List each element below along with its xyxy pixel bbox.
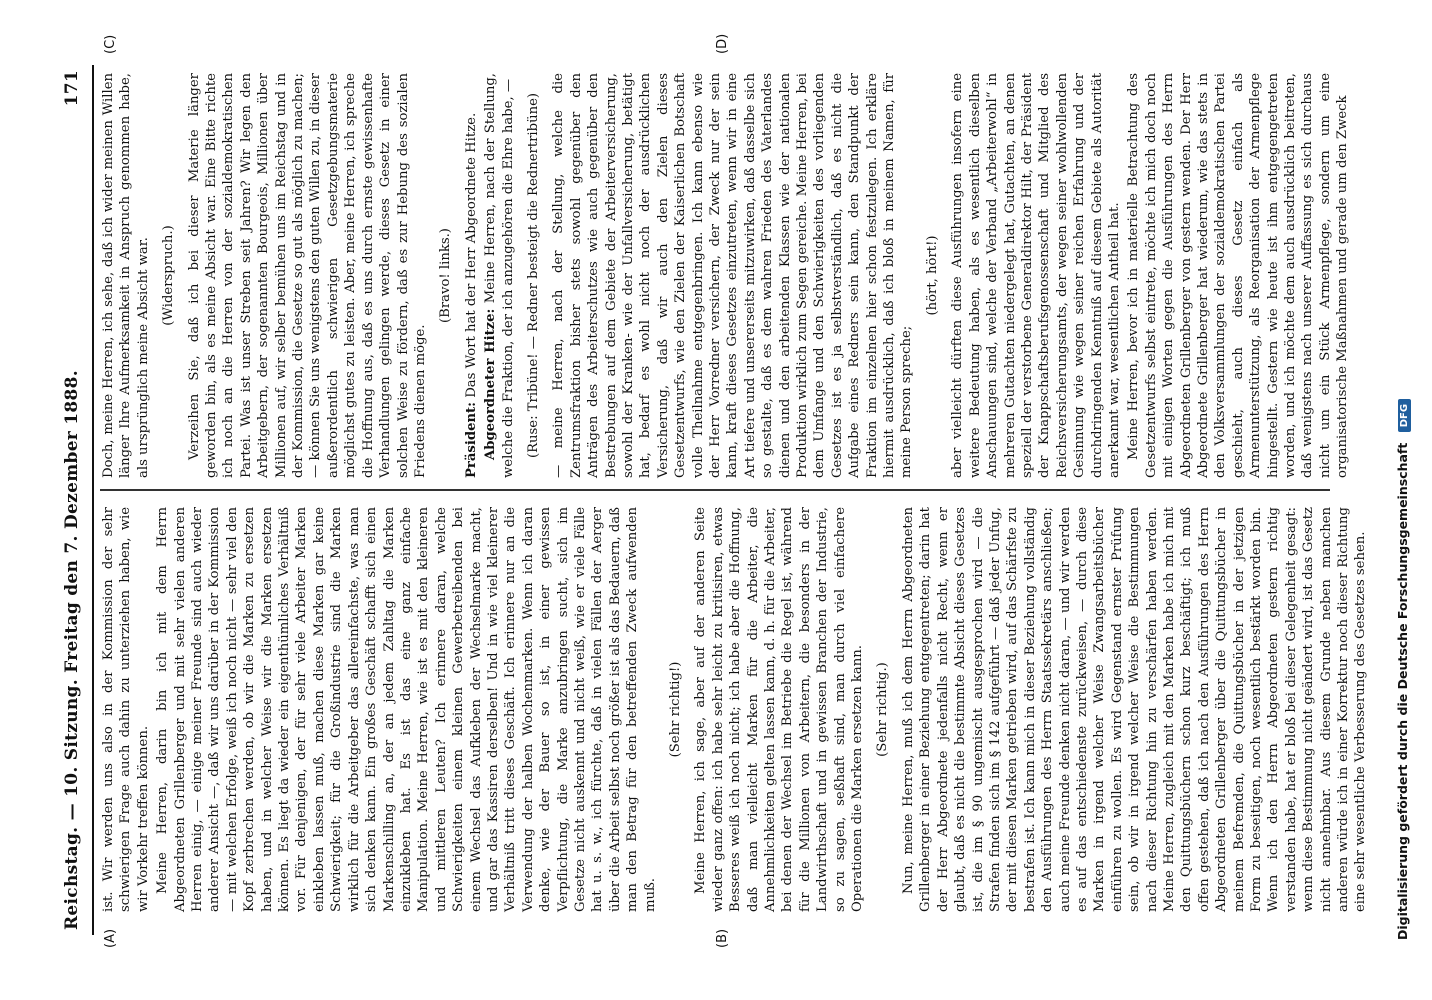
paragraph-text: (Sehr richtig!) (668, 661, 683, 758)
margin-marker-b: (B) (715, 928, 730, 948)
paragraph-text: (Bravo! links.) (438, 228, 454, 323)
paragraph (100, 507, 152, 912)
paragraph-text: Verzeihen Sie, daß ich bei dieser Materie länger geworden bin, als es meine Absicht war. Eine Bitte richte ich noch an die Herren von der sozialdemokratischen Partei. Was ist unser Streben seit Jahren? Wir legen den Arbeitgebern, der sogenannten Bourgeois, Millionen über Millionen auf, wir selber bemühen uns im Reichstag und in der Kommission, die Gesetze so gut als möglich zu machen; — können Sie uns wenigstens den guten Willen zu, in dieser außerordentlich schwierigen Gesetzgebungsmaterie möglichst gutes zu leisten. Aber, meine Herren, ich spreche die Hoffnung aus, daß es uns durch ernste gewissenhafte Verhandlungen gelingen werde, dieses Gesetz in einer solchen Weise zu fördern, daß es zur Hebung des sozialen Friedens dienen möge. (186, 73, 428, 478)
interjection (525, 73, 542, 478)
right-text-column (100, 73, 1351, 478)
paragraph (692, 507, 866, 912)
running-title: Reichstag. — 10. Sitzung. Freitag den 7. Dezember 1888. (62, 369, 82, 930)
paragraph-text: Meine Herren, bevor ich in materielle Betrachtung des Gesetzentwurfs selbst eintrete, möchte ich mich doch noch mit einigen Worten gegen die Ausführungen des Herrn Abgeordneten Grillenberger von gestern wenden. Der Herr Abgeordnete Grillenberger hat wiederum, wie das stets in den Volksversammlungen der sozialdemokratischen Partei geschieht, auch dieses Gesetz einfach als Armenunterstützung, als Reorganisation der Armenpflege hingestellt. Gestern wie heute ist ihm entgegengetreten worden, und ich möchte dem auch ausdrücklich beitreten, daß wenigstens nach unserer Auffassung es sich durchaus nicht um ein Stück Armenpflege, sondern um eine organisatorische Maßnahmen und gerade um den Zweck (1126, 73, 1351, 478)
speaker-name: Präsident: (463, 401, 479, 478)
paragraph (154, 507, 659, 912)
paragraph (186, 73, 430, 478)
left-text-column (100, 507, 1369, 912)
interjection (874, 507, 891, 912)
paragraph (100, 73, 152, 478)
paragraph-text: (hört, hört!) (924, 235, 940, 316)
digitization-credit (1395, 40, 1411, 940)
paragraph (550, 73, 916, 478)
paragraph (900, 507, 1370, 912)
interjection (667, 507, 684, 912)
paragraph (949, 73, 1123, 478)
paragraph-text: (Sehr richtig.) (875, 662, 891, 757)
header-rule (92, 65, 94, 935)
paragraph-text: (Ruse: Tribüne! — Redner besteigt die Rednertribüne) (525, 92, 541, 459)
paragraph (463, 73, 480, 478)
paragraph-text: ist. Wir werden uns also in der Kommission der sehr schwierigen Frage auch dahin zu unterziehen haben, wie wir Vorkehr treffen können. (101, 507, 151, 912)
speaker-name: Abgeordneter Hitze: (483, 308, 499, 460)
paragraph-text: Das Wort hat der Herr Abgeordnete Hitze. (463, 112, 479, 402)
column-divider (100, 490, 1330, 492)
margin-marker-d: (D) (715, 33, 730, 54)
paragraph-text: Nun, meine Herren, muß ich dem Herrn Abgeordneten Grillenberger in einer Beziehung entgegentreten; darin hat der Herr Abgeordnete jedenfalls nicht Recht, wenn er glaubt, daß es nicht die bestimmte Absicht dieses Gesetzes ist, die im § 90 ungemischt ausgesprochen wird — die Strafen finden sich im § 142 aufgeführt — daß jeder Unfug, der mit diesen Marken getrieben wird, auf das Schärfste zu bestrafen ist. Ich kann mich in dieser Beziehung vollständig den Ausführungen des Herrn Staatssekretärs anschließen; auch meine Freunde denken nicht daran, — und wir werden es auf das entschiedenste zurückweisen, — durch diese Marken in irgend welcher Weise Zwangsarbeitsbücher einführen zu wollen. Es wird Gegenstand ernster Prüfung sein, ob wir in irgend welcher Weise die Bestimmungen nach dieser Richtung hin zu verschärfen haben werden. Meine Herren, zugleich mit den Marken habe ich mich mit den Quittungsbüchern schon kurz beschäftigt; ich muß offen gestehen, daß ich nach den Ausführungen des Herrn Abgeordneten Grillenberger über die Quittungsbücher in meinem Befremden, die Quittungsbücher in der jetzigen Form zu beseitigen, noch wesentlich bestärkt worden bin. Wenn ich den Herrn Abgeordneten gestern richtig verstanden habe, hat er bloß bei dieser Gelegenheit gesagt: wenn diese Bestimmung nicht geändert wird, ist das Gesetz nicht annehmbar. Aus diesem Grunde neben manchen anderen würde ich in einer Korrektur noch dieser Richtung eine sehr wesentliche Verbesserung des Gesetzes sehen. (900, 507, 1369, 912)
paragraph-text: Doch, meine Herren, ich sehe, daß ich wider meinen Willen länger Ihre Aufmerksamkeit in Anspruch genommen habe, als ursprünglich meine Absicht war. (101, 73, 151, 478)
interjection (437, 73, 454, 478)
interjection (924, 73, 941, 478)
paragraph-text: aber vielleicht dürften diese Ausführungen insofern eine weitere Bedeutung haben, als es wesentlich dieselben Anschauungen sind, welche der Verband „Arbeiterwohl“ in mehreren Gutachten niedergelegt hat, Gutachten, an denen speziell der verstorbene Generaldirektor Hilt, der Präsident der Knappschaftsberufsgenossenschaft und Mitglied des Reichsversicherungsamts, der wegen seiner wohlwollenden Gesinnung wie wegen seiner reichen Erfahrung und der durchdringenden Kenntniß auf diesem Gebiete als Autorität anerkannt war, wesentlichen Antheil hat. (950, 73, 1122, 478)
paragraph-text: Meine Herren, ich sage, aber auf der anderen Seite wieder ganz offen: ich habe sehr leicht zu kritisiren, etwas Besseres weiß ich noch nicht; ich habe aber die Hoffnung, daß man vielleicht Marken für die Arbeiter, die Annehmlichkeiten gelten lassen kann, d. h. für die Arbeiter, bei denen der Wechsel im Betriebe die Regel ist, während für die Millionen von Arbeitern, die besonders in der Landwirthschaft und in gewissen Branchen der Industrie, so zu sagen, seßhaft sind, man durch viel einfachere Operationen die Marken ersetzen kann. (693, 507, 866, 912)
margin-marker-a: (A) (103, 928, 118, 948)
credit-text: Digitalisierung gefördert durch die Deutsche Forschungsgemeinschaft (1395, 442, 1410, 940)
dfg-logo: DFG (1398, 399, 1411, 432)
page-number: 171 (62, 70, 82, 107)
paragraph-text: (Widerspruch.) (161, 225, 177, 326)
paragraph-text: Meine Herren, nach der Stellung, welche die Fraktion, der ich anzugehören die Ehre habe, — (483, 73, 516, 478)
page-header (58, 70, 88, 930)
paragraph-text: Meine Herren, darin bin ich mit dem Herrn Abgeordneten Grillenberger und mit sehr vielen anderen Herren einig, — einige meiner Freunde sind auch wieder anderer Ansicht —, daß wir uns darüber in der Kommission — mit welchen Erfolge, weiß ich noch nicht — sehr viel den Kopf zerbrechen werden, ob wir die Marken zu ersetzen haben, und in welcher Weise wir die Marken ersetzen können. Es liegt da wieder ein eigenthümliches Verhältniß vor. Für denjenigen, der für sehr viele Arbeiter Marken einkleben lassen muß, machen diese Marken gar keine Schwierigkeit; für die Großindustrie sind die Marken wirklich für die Arbeitgeber das allereinfachste, was man sich denken kann. Ein großes Geschäft schafft sich einen Markenschilling an, der an jedem Zahltag die Marken einzukleben hat. Es ist das eine ganz einfache Manipulation. Meine Herren, wie ist es mit den kleineren und mittleren Leuten? Ich erinnere daran, welche Schwierigkeiten einem kleinen Gewerbetreibenden bei einem Wechsel das Aufkleben der Wechselmarke macht, und gar das Kassiren derselben! Und in wie viel kleinerer Verhältniß tritt dieses Geschäft. Ich erinnere nur an die Verwendung der halben Wochenmarken. Wenn ich daran denke, wie der Bauer so ist, in einer gewissen Verpflichtung, die Marke anzubringen sucht, sich im Gesetze nicht auskennt und nicht weiß, wie er viele Fälle hat u. s. w., ich fürchte, daß in vielen Fällen der Aerger über die Arbeit selbst noch größer ist als das Bedauern, daß man den Betrag für den betreffenden Zweck aufwenden muß. (155, 507, 658, 912)
paragraph (1125, 73, 1351, 478)
paragraph-text: — meine Herren, nach der Stellung, welche die Zentrumsfraktion bisher stets sowohl gegenüber den Anträgen des Arbeiterschutzes wie auch gegenüber den Bestrebungen auf dem Gebiete der Arbeiterversicherung, sowohl der Kranken- wie der Unfallversicherung, betätigt hat, bedarf es wohl nicht noch der ausdrücklichen Versicherung, daß wir auch den Zielen dieses Gesetzentwurfs, wie den Zielen der Kaiserlichen Botschaft volle Theilnahme entgegenbringen. Ich kann ebenso wie der Herr Vorredner versichern, der Zweck nur der sein kann, kraft dieses Gesetzes einzutreten, wenn wir in eine Art tiefere und unsererseits mitzuwirken, daß dasselbe sich so gestalte, daß es dem wahren Frieden des Vaterlandes dienen und den arbeitenden Klassen wie der nationalen Produktion wirklich zum Segen gereiche. Meine Herren, bei dem Umfange und den Schwierigkeiten des vorliegenden Gesetzes ist es ja selbstverständlich, daß es nicht die Aufgabe eines Redners sein kann, den Standpunkt der Fraktion im einzelnen hier schon festzulegen. Ich erkläre hiermit ausdrücklich, daß ich bloß in meinem Namen, für meine Person spreche; (551, 73, 915, 478)
margin-marker-c: (C) (103, 34, 118, 54)
paragraph (482, 73, 517, 478)
interjection (160, 73, 177, 478)
